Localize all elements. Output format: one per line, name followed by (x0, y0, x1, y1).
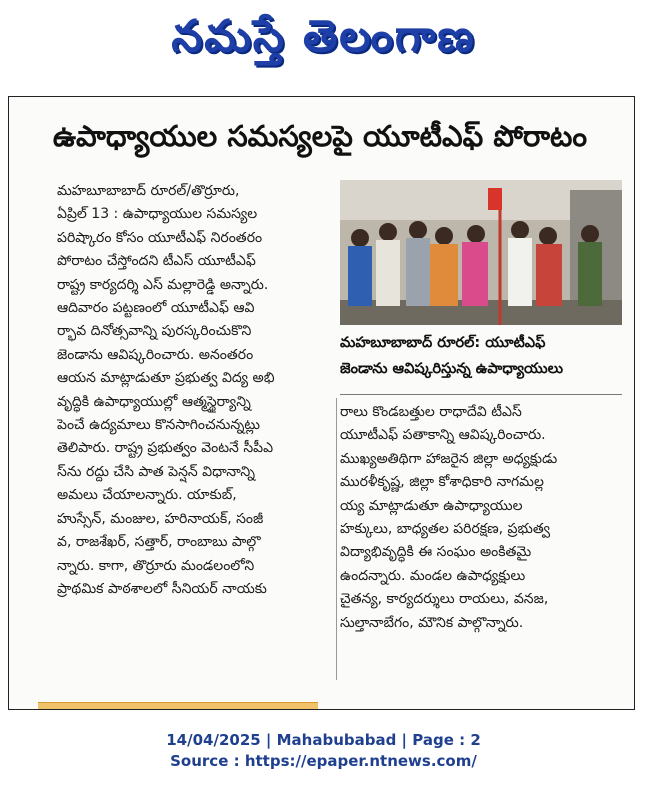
text-line: హుస్సేన్, మంజుల, హరినాయక్, సంజీ (57, 510, 264, 527)
text-line: రాష్ట్ర కార్యదర్శి ఎస్ మల్లారెడ్డి అన్నారు. (57, 276, 269, 293)
text-line: వృద్ధికి ఉపాధ్యాయుల్లో ఆత్మస్థైర్యాన్ని (57, 393, 251, 410)
photo-caption (340, 330, 622, 390)
text-line: ఆయన మాట్లాడుతూ ప్రభుత్వ విద్య అభి (57, 370, 275, 387)
text-line: హక్కులు, బాధ్యతల పరిరక్షణ, ప్రభుత్వ (340, 521, 551, 538)
text-line: న్నారు. కాగా, తొర్రూరు మండలంలోని (57, 557, 255, 574)
text-line: ఉందన్నారు. మండల ఉపాధ్యక్షులు (340, 567, 526, 584)
article-right-column (340, 401, 620, 635)
masthead-title: నమస్తే తెలంగాణ (171, 11, 476, 62)
text-line: మహబూబాబాద్ రూరల్/తొర్రూరు, (57, 183, 240, 199)
text-line: ఏప్రిల్ 13 : ఉపాధ్యాయుల సమస్యల (57, 206, 258, 223)
text-line: ప్రాథమిక పాఠశాలలో సీనియర్ నాయకు (57, 580, 267, 597)
column-divider (336, 398, 337, 680)
article-headline: ఉపాధ్యాయుల సమస్యలపై యూటీఎఫ్ పోరాటం (52, 119, 588, 153)
article-photo (340, 180, 622, 325)
text-line: వ, రాజశేఖర్, సత్తార్, రాంబాబు పాల్గొ (57, 534, 261, 551)
text-line: ఆదివారం పట్టణంలో యూటీఎఫ్ ఆవి (57, 300, 255, 317)
text-line: య్య మాట్లాడుతూ ఉపాధ్యాయుల (340, 497, 523, 514)
advertisement-strip (38, 702, 318, 709)
edition-info: 14/04/2025 | Mahabubabad | Page : 2 (166, 731, 481, 749)
caption-line: మహబూబాబాద్ రూరల్: యూటీఎఫ్ (340, 335, 546, 351)
text-line: చైతన్య, కార్యదర్శులు రాయలు, వనజ, (340, 591, 549, 608)
text-line: పెంచే ఉద్యమాలు కొనసాగించనున్నట్లు (57, 417, 260, 434)
text-line: పోరాటం చేస్తోందని టీఎస్ యూటీఎఫ్ (57, 253, 256, 270)
text-line: రాలు కొండబత్తుల రాధాదేవి టీఎస్ (340, 404, 522, 420)
caption-divider (340, 394, 622, 395)
text-line: తెలిపారు. రాష్ట్ర ప్రభుత్వం వెంటనే సీపీఎ (57, 440, 274, 457)
text-line: జెండాను ఆవిష్కరించారు. అనంతరం (57, 346, 254, 363)
page-footer (0, 730, 647, 772)
text-line: మురళీకృష్ణ, జిల్లా కోశాధికారి నాగమల్ల (340, 474, 544, 491)
text-line: స్‌ను రద్దు చేసి పాత పెన్షన్ విధానాన్ని (57, 463, 255, 480)
text-line: ముఖ్యఅతిథిగా హాజరైన జిల్లా అధ్యక్షుడు (340, 450, 558, 467)
text-line: పరిష్కారం కోసం యూటీఎఫ్ నిరంతరం (57, 229, 263, 246)
text-line: ర్భావ దినోత్సవాన్ని పురస్కరించుకొని (57, 323, 252, 340)
source-link[interactable]: Source : https://epaper.ntnews.com/ (170, 752, 477, 770)
caption-line: జెండాను ఆవిష్కరిస్తున్న ఉపాధ్యాయులు (340, 361, 563, 377)
text-line: విద్యాభివృద్ధికి ఈ సంఘం అంకితమై (340, 544, 532, 561)
masthead-logo (0, 4, 647, 70)
text-line: యూటీఎఫ్ పతాకాన్ని ఆవిష్కరించారు. (340, 427, 546, 444)
teachers-flag-hoisting-photo (340, 180, 622, 325)
text-line: అమలు చేయాలన్నారు. యాకుబ్, (57, 487, 237, 504)
article-left-column (57, 180, 332, 601)
text-line: సుల్తానాబేగం, మౌనిక పాల్గొన్నారు. (340, 614, 524, 631)
